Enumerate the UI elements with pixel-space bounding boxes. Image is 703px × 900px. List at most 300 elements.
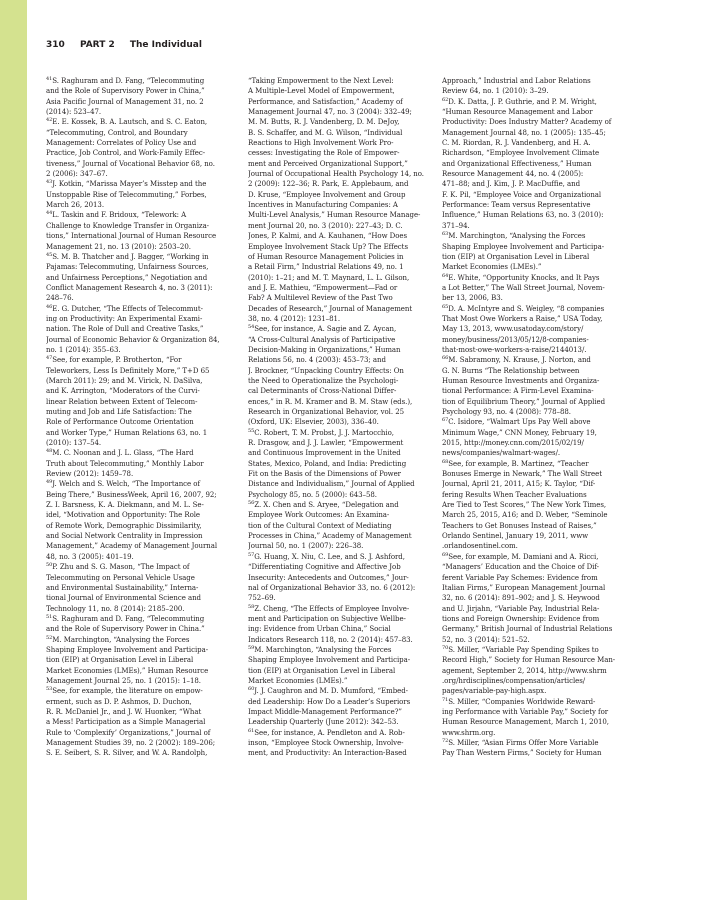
endnote-line — [46, 459, 238, 469]
endnote-line — [46, 655, 238, 665]
endnote-text: Performance, and Satisfaction,” Academy of — [248, 97, 403, 106]
endnote-line — [46, 128, 238, 138]
endnote-line — [442, 128, 634, 138]
endnote-line — [442, 707, 634, 717]
endnote-text: ment and Perceived Organizational Support,” — [248, 159, 408, 168]
endnote-line — [442, 666, 634, 676]
endnote-line — [248, 386, 440, 396]
endnote — [442, 76, 634, 97]
endnote-line — [248, 283, 440, 293]
endnote-line — [442, 407, 634, 417]
endnote — [46, 686, 238, 758]
endnote-text: J. Welch and S. Welch, “The Importance of — [52, 480, 201, 489]
endnote-text: Truth about Telecommuting,” Monthly Labor — [46, 459, 204, 468]
endnote-line — [46, 469, 238, 479]
endnote-text: Fab? A Multilevel Review of the Past Two — [248, 294, 393, 303]
endnote-text: Human Resource Management, March 1, 2010, — [442, 718, 609, 727]
endnote-text: S. Miller, “Companies Worldwide Reward- — [448, 697, 596, 706]
endnote-text: a Mess! Participation as a Simple Managerial — [46, 718, 206, 727]
endnote-text: Management Journal 25, no. 1 (2015): 1–18. — [46, 676, 201, 685]
endnote-text: See, for example, the literature on empow- — [52, 687, 203, 696]
endnote-text: E. White, “Opportunity Knocks, and It Pays — [448, 273, 600, 282]
endnote-text: of Human Resource Management Policies in — [248, 252, 404, 261]
endnote-number: 50 — [46, 562, 53, 569]
endnote-text: ment Journal 20, no. 3 (2010): 227–43; D. C. — [248, 221, 403, 230]
page-number: 310 — [46, 40, 65, 50]
endnote-text: Management 21, no. 13 (2010): 2503–20. — [46, 242, 191, 251]
endnote-line — [442, 304, 634, 314]
endnote-line — [46, 242, 238, 252]
endnote-text: Psychology 85, no. 5 (2000): 643–58. — [248, 490, 377, 499]
endnote-text: tions,” International Journal of Human Resource — [46, 232, 217, 241]
endnote-line — [46, 490, 238, 500]
endnote-text: Pajamas: Telecommuting, Unfairness Sources, — [46, 263, 209, 272]
endnote-text: “Human Resource Management and Labor — [442, 108, 593, 117]
endnote-text: 2 (2006): 347–67. — [46, 170, 108, 179]
endnote-text: Z. X. Chen and S. Aryee, “Delegation and — [254, 501, 399, 510]
endnote-text: S. Miller, “Variable Pay Spending Spikes to — [448, 645, 599, 654]
endnote-text: Influence,” Human Relations 63, no. 3 (2010): — [442, 211, 604, 220]
endnote-text: March 26, 2013. — [46, 201, 104, 210]
endnote-text: Teachers to Get Bonuses Instead of Raises,” — [442, 521, 597, 530]
endnote-line — [248, 159, 440, 169]
endnote-line — [248, 231, 440, 241]
endnote-line — [46, 707, 238, 717]
endnote — [46, 355, 238, 448]
endnote-text: D. K. Datta, J. P. Guthrie, and P. M. Wright, — [448, 97, 597, 106]
endnote-text: Conflict Management Research 4, no. 3 (2011): — [46, 283, 213, 292]
endnote-text: Market Economies (LMEs).” — [248, 676, 348, 685]
endnote-text: S. Miller, “Asian Firms Offer More Variable — [448, 739, 599, 747]
endnote-line — [248, 97, 440, 107]
endnote-text: 38, no. 4 (2012): 1231–81. — [248, 314, 341, 323]
endnote-line — [248, 541, 440, 551]
notes-column-3 — [442, 76, 634, 896]
endnote-line — [248, 293, 440, 303]
endnote-text: M. Marchington, “Analysing the Forces — [254, 645, 392, 654]
endnote-line — [46, 169, 238, 179]
endnote-line — [442, 635, 634, 645]
endnote-text: Pay Than Western Firms,” Society for Human — [442, 749, 602, 758]
endnote-text: Journal of Occupational Health Psychology 14, no. — [248, 170, 424, 179]
endnote-text: (2010): 137–54. — [46, 439, 102, 448]
endnote-text: ences,” in R. M. Kramer and B. M. Staw (eds.), — [248, 397, 413, 406]
endnote-text: and the Role of Supervisory Power in China.” — [46, 625, 205, 634]
endnote-line — [46, 97, 238, 107]
endnote-text: ing on Productivity: An Experimental Exami- — [46, 314, 203, 323]
endnote-line — [46, 252, 238, 262]
endnote-line — [442, 76, 634, 86]
endnote — [442, 738, 634, 759]
endnote-line — [248, 521, 440, 531]
endnote-text: money/business/2013/05/12/8-companies- — [442, 335, 589, 344]
endnote-text: that-most-owe-workers-a-raise/2144013/. — [442, 345, 587, 354]
endnote-line — [46, 293, 238, 303]
endnote-text: Shaping Employee Involvement and Participa- — [442, 242, 605, 251]
endnote-text: Multi-Level Analysis,” Human Resource Manage- — [248, 211, 421, 220]
endnote-line — [46, 407, 238, 417]
endnote-text: M. Sabramony, N. Krause, J. Norton, and — [448, 356, 591, 365]
endnote-line — [442, 107, 634, 117]
endnote-text: M. Marchington, “Analysing the Forces — [52, 635, 190, 644]
endnote-number: 65 — [442, 303, 449, 310]
endnote-line — [248, 614, 440, 624]
endnote-line — [442, 438, 634, 448]
endnote-line — [46, 438, 238, 448]
endnote — [46, 562, 238, 614]
endnote-line — [248, 210, 440, 220]
endnote-text: and Social Network Centrality in Impression — [46, 532, 203, 541]
endnote-number: 54 — [248, 324, 255, 331]
endnote-text: 32, no. 6 (2014): 891–902; and J. S. Heywood — [442, 594, 600, 603]
endnote-line — [46, 479, 238, 489]
endnote — [442, 273, 634, 304]
endnote-line — [442, 428, 634, 438]
endnote-text: J. Kotkin, “Marissa Mayer’s Misstep and the — [52, 180, 207, 189]
endnote-text: C. M. Riordan, R. J. Vandenberg, and H. A. — [442, 139, 591, 148]
endnote-line — [442, 531, 634, 541]
endnote-text: inson, “Employee Stock Ownership, Involve- — [248, 739, 404, 747]
endnote-text: “Telecommuting, Control, and Boundary — [46, 128, 188, 137]
endnote-line — [46, 448, 238, 458]
endnote-line — [46, 231, 238, 241]
endnote-line — [442, 200, 634, 210]
endnote-number: 52 — [46, 634, 53, 641]
endnote-text: and U. Jirjahn, “Variable Pay, Industrial Rela- — [442, 604, 600, 613]
endnote-line — [442, 593, 634, 603]
endnote-line — [442, 355, 634, 365]
endnote-text: Decision-Making in Organizations,” Human — [248, 345, 401, 354]
endnote-text: ment and Participation on Subjective Wellbe- — [248, 614, 406, 623]
endnote-text: .org/hrdisciplines/compensation/articles/ — [442, 676, 586, 685]
endnote-line — [46, 686, 238, 696]
endnote-text: Indicators Research 118, no. 2 (2014): 457–83. — [248, 635, 413, 644]
endnote — [442, 645, 634, 697]
endnote-text: “A Cross-Cultural Analysis of Participative — [248, 335, 396, 344]
endnote — [46, 614, 238, 635]
endnote-number: 49 — [46, 479, 53, 486]
endnote-text: Z. I. Barsness, K. A. Diekmann, and M. L. Se- — [46, 501, 204, 510]
endnote-line — [248, 583, 440, 593]
endnote-line — [442, 562, 634, 572]
endnote-line — [248, 169, 440, 179]
endnote-number: 43 — [46, 179, 53, 186]
endnote-line — [46, 262, 238, 272]
endnote-text: Performance: Team versus Representative — [442, 201, 591, 210]
endnote-number: 41 — [46, 76, 53, 82]
endnote-text: Being There,” BusinessWeek, April 16, 2007, 92; — [46, 490, 217, 499]
endnote-number: 57 — [248, 551, 255, 558]
endnote-text: Employee Involvement Stack Up? The Effects — [248, 242, 408, 251]
endnote-line — [442, 314, 634, 324]
endnote-text: That Most Owe Workers a Raise,” USA Today, — [442, 314, 603, 323]
endnote-line — [248, 376, 440, 386]
endnote-line — [442, 417, 634, 427]
endnote-text: of Remote Work, Demographic Dissimilarity, — [46, 521, 202, 530]
endnote-line — [46, 355, 238, 365]
endnote-text: Management: Correlates of Policy Use and — [46, 139, 197, 148]
endnote-number: 66 — [442, 355, 449, 362]
endnote-text: S. E. Seibert, S. R. Silver, and W. A. Randolph, — [46, 749, 208, 758]
endnote-text: L. Taskin and F. Bridoux, “Telework: A — [52, 211, 187, 220]
endnote-text: erment, such as D. P. Ashmos, D. Duchon, — [46, 697, 192, 706]
endnote-line — [46, 179, 238, 189]
endnote-text: ment, and Productivity: An Interaction-Based — [248, 749, 407, 758]
endnote-line — [248, 510, 440, 520]
endnote — [46, 117, 238, 179]
endnote-line — [248, 655, 440, 665]
endnote-text: tion (EIP) at Organisation Level in Liberal — [46, 656, 194, 665]
endnote-text: D. A. McIntyre and S. Weigley, “8 companies — [448, 304, 605, 313]
endnote-text: Jones, P. Kalmi, and A. Kauhanen, “How Does — [248, 232, 408, 241]
endnote-line — [46, 210, 238, 220]
endnote-text: Technology 11, no. 8 (2014): 2185–200. — [46, 604, 185, 613]
endnote-text: Relations 56, no. 4 (2003): 453–73; and — [248, 356, 386, 365]
endnote-line — [442, 552, 634, 562]
endnote — [248, 500, 440, 552]
endnote — [46, 76, 238, 117]
endnote-line — [248, 397, 440, 407]
endnote-line — [442, 583, 634, 593]
endnote-line — [46, 148, 238, 158]
endnote-line — [46, 562, 238, 572]
endnote-text: Management,” Academy of Management Journal — [46, 542, 218, 551]
endnote-text: news/companies/walmart-wages/. — [442, 449, 561, 458]
endnote-text: and K. Arrington, “Moderators of the Curvi- — [46, 387, 200, 396]
endnote-line — [248, 314, 440, 324]
endnote-text: G. N. Burns “The Relationship between — [442, 366, 580, 375]
endnote-line — [442, 510, 634, 520]
endnote-number: 58 — [248, 603, 255, 610]
endnote-line — [46, 697, 238, 707]
endnote-text: cesses: Investigating the Role of Empower- — [248, 149, 400, 158]
endnote-line — [46, 366, 238, 376]
endnote-text: pages/variable-pay-high.aspx. — [442, 687, 547, 696]
endnote-line — [248, 666, 440, 676]
endnote-line — [442, 221, 634, 231]
endnote — [248, 552, 440, 604]
endnote — [248, 728, 440, 759]
endnote — [442, 355, 634, 417]
endnote-line — [442, 335, 634, 345]
endnote-line — [46, 335, 238, 345]
endnote-text: R. Drasgow, and J. J. Lawler, “Empowerment — [248, 439, 404, 448]
endnote-line — [442, 521, 634, 531]
endnote-line — [46, 748, 238, 758]
endnote-text: linear Relation between Extent of Telecom- — [46, 397, 198, 406]
endnote-text: C. Isidore, “Walmart Ups Pay Well above — [448, 418, 591, 427]
endnote-line — [46, 273, 238, 283]
endnote-text: Are Tied to Test Scores,” The New York Times, — [442, 501, 607, 510]
endnote-line — [248, 138, 440, 148]
endnote-text: idel, “Motivation and Opportunity: The Role — [46, 511, 201, 520]
endnote-text: Unstoppable Rise of Telecommuting,” Forbes, — [46, 190, 207, 199]
endnote-line — [442, 604, 634, 614]
endnote-text: Fit on the Basis of the Dimensions of Power — [248, 470, 401, 479]
endnote-text: E. E. Kossek, B. A. Lautsch, and S. C. Eaton, — [52, 118, 208, 127]
endnote-line — [46, 324, 238, 334]
endnote-text: G. Huang, X. Niu, C. Lee, and S. J. Ashford, — [254, 552, 405, 561]
endnote-text: M. C. Noonan and J. L. Glass, “The Hard — [52, 449, 194, 458]
endnote-text: Germany,” British Journal of Industrial Relations — [442, 625, 613, 634]
endnote-line — [442, 242, 634, 252]
endnote-line — [248, 573, 440, 583]
endnote-text: Management Journal 48, no. 1 (2005): 135–45; — [442, 128, 606, 137]
endnote-text: “Managers’ Education and the Choice of Dif- — [442, 563, 599, 572]
endnote-line — [46, 728, 238, 738]
endnote-line — [46, 521, 238, 531]
endnote-text: F. K. Pil, “Employee Voice and Organizational — [442, 190, 602, 199]
endnote-line — [442, 210, 634, 220]
endnote-text: Z. Cheng, “The Effects of Employee Involve- — [254, 604, 410, 613]
endnote-line — [248, 469, 440, 479]
endnote-line — [248, 738, 440, 748]
endnote-text: Processes in China,” Academy of Management — [248, 532, 412, 541]
endnote-line — [248, 324, 440, 334]
endnote — [442, 304, 634, 356]
endnote-line — [248, 748, 440, 758]
endnote-text: muting and Job and Life Satisfaction: The — [46, 408, 192, 416]
endnote-line — [46, 676, 238, 686]
endnote-line — [248, 128, 440, 138]
endnote-text: See, for example, B. Martinez, “Teacher — [448, 459, 589, 468]
endnote-text: Productivity: Does Industry Matter? Academy of — [442, 118, 612, 127]
endnote-line — [442, 490, 634, 500]
endnote-text: and the Role of Supervisory Power in China,” — [46, 87, 205, 96]
running-header — [46, 40, 214, 54]
endnote-number: 72 — [442, 738, 449, 744]
endnote-line — [442, 624, 634, 634]
endnote-line — [442, 262, 634, 272]
notes-column-2 — [248, 76, 440, 896]
endnote-text: R. R. McDaniel Jr., and J. W. Huonker, “What — [46, 707, 202, 716]
endnote-text: Asia Pacific Journal of Management 31, no. 2 — [46, 97, 204, 106]
endnote-line — [248, 86, 440, 96]
endnote-text: (2010): 1–21; and M. T. Maynard, L. L. Gilson, — [248, 273, 410, 282]
endnote-text: Rule to ‘Complexify’ Organizations,” Journal of — [46, 728, 211, 737]
endnote — [248, 324, 440, 427]
endnote-text: See, for example, M. Damiani and A. Ricci, — [448, 552, 599, 561]
endnote-number: 67 — [442, 417, 449, 424]
endnote-text: 48, no. 3 (2005): 401–19. — [46, 552, 134, 561]
endnote-line — [442, 283, 634, 293]
endnote-text: tion (EIP) at Organisation Level in Liberal — [248, 666, 396, 675]
endnote-line — [46, 541, 238, 551]
endnote-line — [46, 345, 238, 355]
endnote — [248, 76, 440, 324]
endnote-text: S. M. B. Thatcher and J. Bagger, “Working in — [52, 252, 209, 261]
endnote-line — [248, 304, 440, 314]
endnote-line — [46, 717, 238, 727]
endnote-line — [442, 97, 634, 107]
endnote-text: nal of Organizational Behavior 33, no. 6 (2012): — [248, 583, 416, 592]
endnote-text: tion (EIP) at Organisation Level in Liberal — [442, 252, 590, 261]
endnote-text: Journal, April 21, 2011, A15; K. Taylor, “Dif- — [442, 480, 596, 489]
endnote-line — [248, 676, 440, 686]
endnote-text: 52, no. 3 (2014): 521–52. — [442, 635, 530, 644]
endnote-line — [248, 345, 440, 355]
chapter-title: The Individual — [129, 40, 202, 50]
endnote — [46, 479, 238, 562]
endnote-line — [46, 376, 238, 386]
endnote-text: Italian Firms,” European Management Journal — [442, 583, 606, 592]
endnote-line — [46, 190, 238, 200]
endnote-line — [248, 366, 440, 376]
endnote-text: and J. E. Mathieu, “Empowerment—Fad or — [248, 283, 398, 292]
endnote-text: ber 13, 2006, B3. — [442, 294, 503, 303]
endnote-number: 69 — [442, 551, 449, 558]
endnote-number: 63 — [442, 231, 449, 238]
endnote-line — [442, 655, 634, 665]
endnote-line — [46, 552, 238, 562]
endnote-number: 70 — [442, 644, 449, 651]
endnote-text: 752–69. — [248, 594, 276, 603]
endnote-text: Human Resource Investments and Organiza- — [442, 376, 600, 385]
endnote-text: Impact Middle-Management Performance?” — [248, 707, 402, 716]
endnote — [248, 645, 440, 686]
endnote-text: agement, September 2, 2014, http://www.shrm — [442, 666, 607, 675]
endnote-text: Incentives in Manufacturing Companies: A — [248, 201, 398, 210]
endnote-text: and Organizational Effectiveness,” Human — [442, 159, 592, 168]
endnote-line — [442, 697, 634, 707]
endnote-line — [46, 397, 238, 407]
endnote-line — [46, 614, 238, 624]
endnote-text: and Worker Type,” Human Relations 63, no. 1 — [46, 428, 208, 437]
endnote-text: Richardson, “Employee Involvement Climate — [442, 149, 600, 158]
endnote-line — [442, 117, 634, 127]
endnote-text: Shaping Employee Involvement and Participa- — [248, 656, 411, 665]
endnote-text: Employee Work Outcomes: An Examina- — [248, 511, 390, 520]
endnote-text: ferent Variable Pay Schemes: Evidence from — [442, 573, 598, 582]
endnote-text: the Need to Operationalize the Psychologi- — [248, 376, 399, 385]
endnote — [442, 97, 634, 231]
endnote-number: 59 — [248, 644, 255, 651]
endnote-line — [46, 386, 238, 396]
endnote-line — [248, 624, 440, 634]
endnote-text: See, for example, P. Brotherton, “For — [52, 356, 182, 365]
endnote-line — [442, 728, 634, 738]
endnote-line — [46, 593, 238, 603]
endnote-line — [248, 645, 440, 655]
endnote-line — [442, 459, 634, 469]
endnote-line — [442, 386, 634, 396]
endnote-line — [248, 479, 440, 489]
endnote-line — [46, 138, 238, 148]
endnote-text: A Multiple-Level Model of Empowerment, — [248, 87, 395, 96]
endnote — [442, 552, 634, 645]
endnote-text: (2014): 523–47. — [46, 108, 102, 117]
endnote — [46, 304, 238, 356]
endnote-line — [442, 645, 634, 655]
endnote-line — [248, 179, 440, 189]
endnote-text: no. 1 (2014): 355–63. — [46, 345, 121, 354]
endnote-text: C. Robert, T. M. Probst, J. J. Martocchio, — [254, 428, 394, 437]
endnote-line — [46, 510, 238, 520]
endnote-text: S. Raghuram and D. Fang, “Telecommuting — [52, 77, 205, 85]
endnote-text: and Unfairness Perceptions,” Negotiation and — [46, 273, 208, 282]
endnote-line — [248, 355, 440, 365]
endnote-text: See, for instance, A. Sagie and Z. Aycan, — [254, 325, 397, 334]
part-label: PART 2 — [79, 40, 115, 50]
endnote-line — [46, 635, 238, 645]
endnote-number: 64 — [442, 272, 449, 279]
endnote-line — [46, 645, 238, 655]
endnote-text: 2 (2009): 122–36; R. Park, E. Applebaum, and — [248, 180, 409, 189]
endnote-number: 62 — [442, 96, 449, 103]
endnote-line — [248, 562, 440, 572]
endnote-text: See, for instance, A. Pendleton and A. Rob- — [254, 728, 405, 737]
endnote-text: Management Studies 39, no. 2 (2002): 189–206; — [46, 739, 216, 747]
